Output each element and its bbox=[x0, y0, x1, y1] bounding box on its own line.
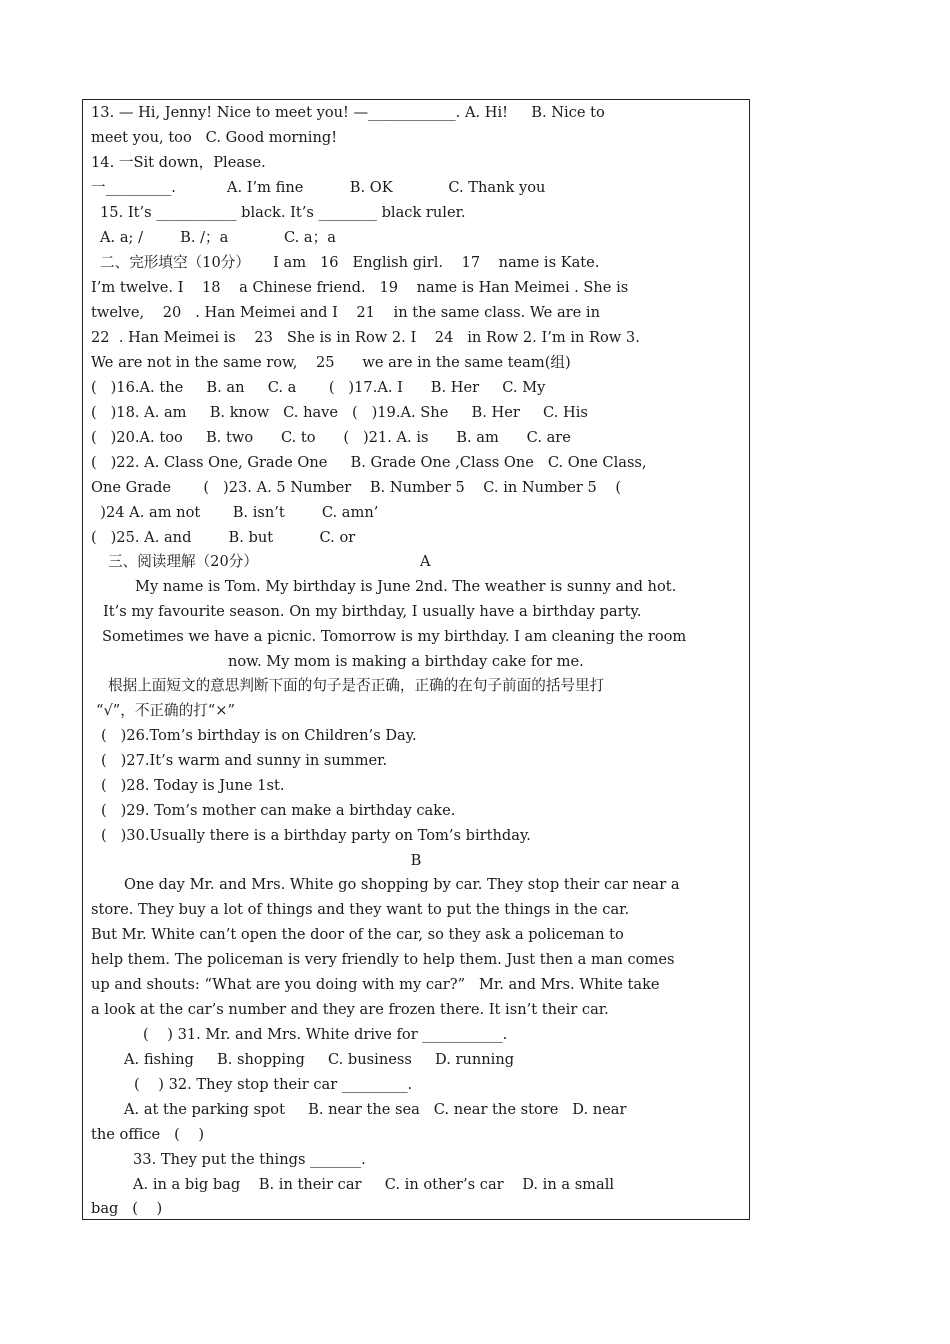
cloze-text-line-5: We are not in the same row, 25 we are in the same team(组) bbox=[91, 354, 571, 371]
question-32-options: A. at the parking spot B. near the sea C. near the store D. near bbox=[124, 1101, 627, 1118]
question-29: ( )29. Tom’s mother can make a birthday cake. bbox=[101, 802, 456, 819]
passage-a-label: A bbox=[420, 553, 431, 570]
passage-b-line-4: help them. The policeman is very friendly to help them. Just then a man comes bbox=[91, 951, 675, 968]
cloze-options-22-line-1: ( )22. A. Class One, Grade One B. Grade One ,Class One C. One Class, bbox=[91, 454, 647, 471]
question-15-line-2: A. a; / B. /；a C. a；a bbox=[100, 229, 336, 246]
question-32-options-cont: the office ( ) bbox=[91, 1126, 205, 1143]
cloze-options-16-17: ( )16.A. the B. an C. a ( )17.A. I B. Her C. My bbox=[91, 379, 546, 396]
passage-a-line-3: Sometimes we have a picnic. Tomorrow is my birthday. I am cleaning the room bbox=[102, 628, 687, 645]
cloze-heading-line: 二、完形填空（10分） I am 16 English girl. 17 name is Kate. bbox=[100, 254, 600, 271]
passage-b-line-1: One day Mr. and Mrs. White go shopping by car. They stop their car near a bbox=[124, 876, 680, 893]
question-14-line-1: 14. 一Sit down，Please. bbox=[91, 154, 266, 171]
question-32: ( ) 32. They stop their car _________. bbox=[134, 1076, 413, 1093]
question-30: ( )30.Usually there is a birthday party on Tom’s birthday. bbox=[101, 827, 531, 844]
passage-b-label: B bbox=[410, 852, 422, 869]
question-28: ( )28. Today is June 1st. bbox=[101, 777, 285, 794]
passage-a-line-4: now. My mom is making a birthday cake for me. bbox=[228, 653, 584, 670]
passage-b-line-5: up and shouts: “What are you doing with my car?” Mr. and Mrs. White take bbox=[91, 976, 660, 993]
question-26: ( )26.Tom’s birthday is on Children’s Day. bbox=[101, 727, 417, 744]
question-15-line-1: 15. It’s ___________ black. It’s ________ black ruler. bbox=[100, 204, 466, 221]
passage-a-line-1: My name is Tom. My birthday is June 2nd. The weather is sunny and hot. bbox=[135, 578, 677, 595]
cloze-text-line-3: twelve, 20 . Han Meimei and I 21 in the same class. We are in bbox=[91, 304, 600, 321]
cloze-text-line-4: 22 . Han Meimei is 23 She is in Row 2. I 24 in Row 2. I’m in Row 3. bbox=[91, 329, 640, 346]
cloze-options-25: ( )25. A. and B. but C. or bbox=[91, 529, 356, 546]
passage-a-line-2: It’s my favourite season. On my birthday, I usually have a birthday party. bbox=[103, 603, 642, 620]
question-31: ( ) 31. Mr. and Mrs. White drive for ___________. bbox=[143, 1026, 508, 1043]
cloze-text-line-2: I’m twelve. I 18 a Chinese friend. 19 name is Han Meimei . She is bbox=[91, 279, 629, 296]
cloze-options-18-19: ( )18. A. am B. know C. have ( )19.A. She B. Her C. His bbox=[91, 404, 588, 421]
question-33: 33. They put the things _______. bbox=[133, 1151, 366, 1168]
question-31-options: A. fishing B. shopping C. business D. running bbox=[124, 1051, 515, 1068]
passage-b-line-3: But Mr. White can’t open the door of the car, so they ask a policeman to bbox=[91, 926, 624, 943]
question-33-options-cont: bag ( ) bbox=[91, 1200, 163, 1217]
instruction-line-2: “√”，不正确的打“×” bbox=[96, 702, 235, 719]
cloze-options-22-23: One Grade ( )23. A. 5 Number B. Number 5 C. in Number 5 ( bbox=[91, 479, 622, 496]
question-27: ( )27.It’s warm and sunny in summer. bbox=[101, 752, 388, 769]
question-14-line-2: 一_________. A. I’m fine B. OK C. Thank you bbox=[91, 179, 546, 196]
question-13-line-1: 13. — Hi, Jenny! Nice to meet you! —____________. A. Hi! B. Nice to bbox=[91, 104, 605, 121]
cloze-options-24: )24 A. am not B. isn’t C. amn’ bbox=[91, 504, 379, 521]
question-33-options: A. in a big bag B. in their car C. in other’s car D. in a small bbox=[133, 1176, 615, 1193]
question-13-line-2: meet you, too C. Good morning! bbox=[91, 129, 338, 146]
reading-heading: 三、阅读理解（20分） bbox=[108, 553, 258, 570]
cloze-options-20-21: ( )20.A. too B. two C. to ( )21. A. is B. am C. are bbox=[91, 429, 571, 446]
passage-b-line-2: store. They buy a lot of things and they want to put the things in the car. bbox=[91, 901, 630, 918]
passage-b-line-6: a look at the car’s number and they are frozen there. It isn’t their car. bbox=[91, 1001, 609, 1018]
instruction-line-1: 根据上面短文的意思判断下面的句子是否正确，正确的在句子前面的括号里打 bbox=[108, 677, 605, 694]
